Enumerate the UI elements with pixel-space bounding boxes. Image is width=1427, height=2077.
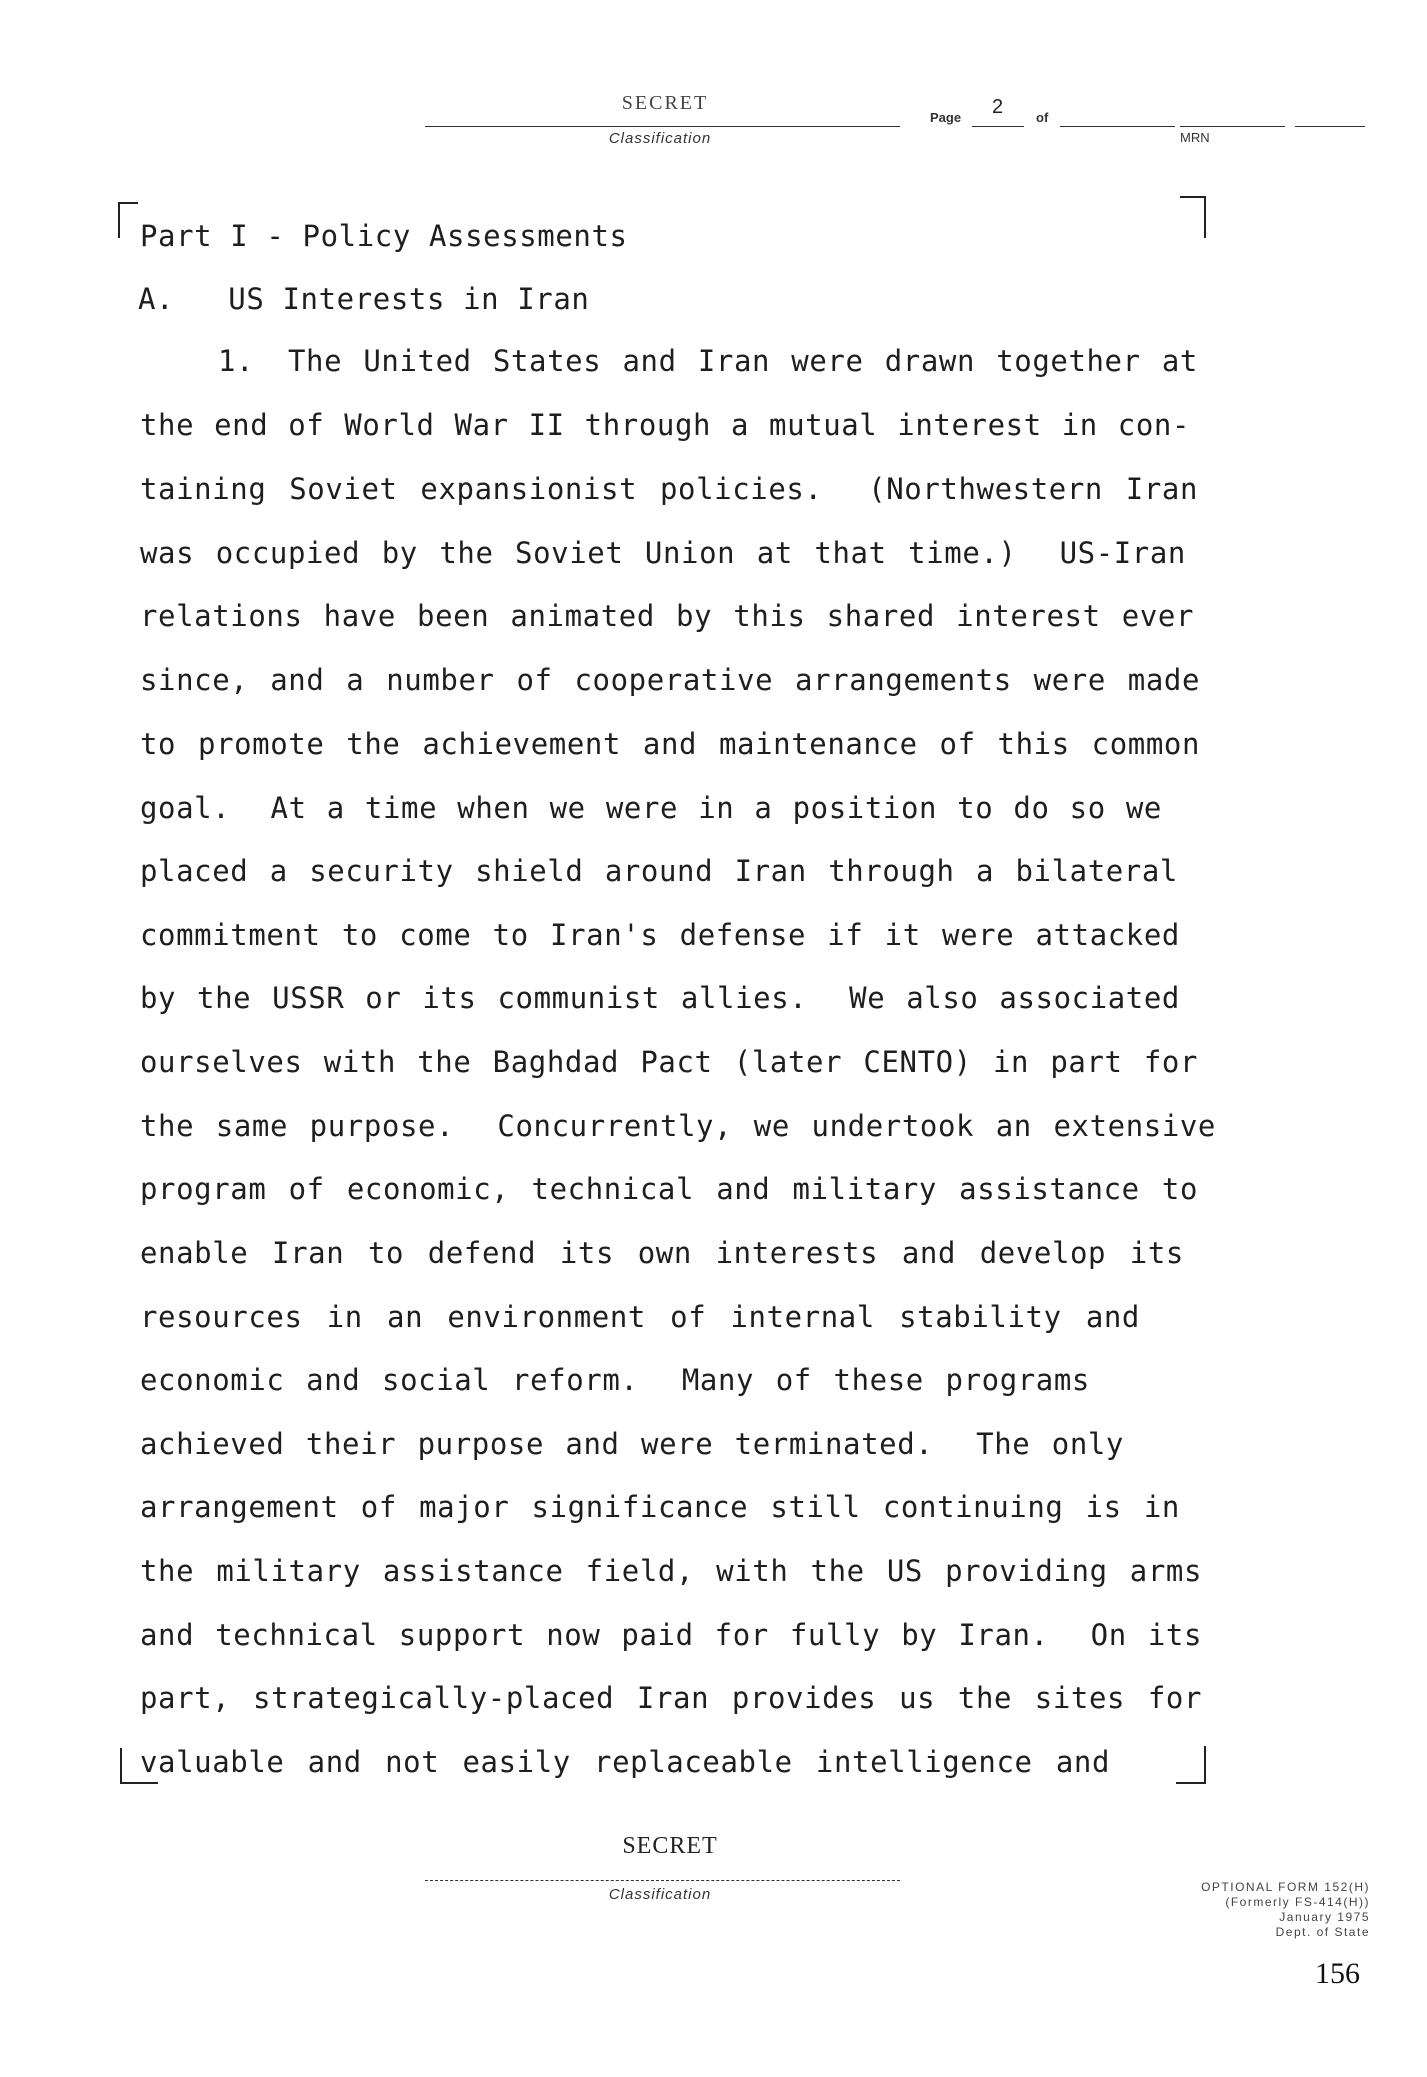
header-classification: SECRET — [621, 92, 709, 114]
footer-form-info — [1090, 1880, 1370, 1940]
text-line: valuable and not easily replaceable intelligence and — [140, 1745, 1110, 1779]
header-mrn-label: MRN — [1180, 130, 1210, 145]
text-line: The United States and Iran were drawn together at — [288, 344, 1198, 378]
text-line: to promote the achievement and maintenance of this common — [140, 727, 1200, 761]
text-line: ourselves with the Baghdad Pact (later CENTO) in part for — [140, 1045, 1198, 1079]
text-line: and technical support now paid for fully by Iran. On its — [140, 1618, 1202, 1652]
text-line: relations have been animated by this shared interest ever — [140, 599, 1194, 633]
bracket-top-left — [118, 202, 138, 238]
header-mrn-extra-rule — [1295, 126, 1365, 127]
text-line: economic and social reform. Many of these programs — [140, 1363, 1090, 1397]
text-line: placed a security shield around Iran through a bilateral — [140, 854, 1178, 888]
header-of-rule — [1060, 126, 1175, 127]
text-line: goal. At a time when we were in a position to do so we — [140, 791, 1162, 825]
form-line: (Formerly FS-414(H)) — [1225, 1895, 1370, 1909]
text-line: part, strategically-placed Iran provides us the sites for — [140, 1681, 1202, 1715]
text-line: the military assistance field, with the US providing arms — [140, 1554, 1202, 1588]
text-line: the same purpose. Concurrently, we undertook an extensive — [140, 1109, 1216, 1143]
form-line: Dept. of State — [1275, 1925, 1370, 1939]
form-line: OPTIONAL FORM 152(H) — [1201, 1880, 1370, 1894]
footer-classification: SECRET — [622, 1833, 718, 1859]
text-line: achieved their purpose and were terminated. The only — [140, 1427, 1124, 1461]
bracket-top-right — [1180, 196, 1206, 238]
text-line: enable Iran to defend its own interests and develop its — [140, 1236, 1184, 1270]
text-line: the end of World War II through a mutual interest in con- — [140, 408, 1190, 442]
section-heading: Part I - Policy Assessments — [140, 219, 628, 253]
header-mrn-rule — [1180, 126, 1285, 127]
footer-classification-label: Classification — [608, 1886, 712, 1903]
subsection-heading: A. US Interests in Iran — [138, 282, 590, 316]
form-line: January 1975 — [1279, 1910, 1370, 1924]
header-classification-label: Classification — [608, 130, 712, 147]
text-line: by the USSR or its communist allies. We also associated — [140, 981, 1180, 1015]
bracket-bottom-right — [1176, 1746, 1206, 1784]
text-line: was occupied by the Soviet Union at that time.) US-Iran — [140, 536, 1186, 570]
handwritten-page-stamp: 156 — [1315, 1957, 1360, 1990]
text-line: taining Soviet expansionist policies. (Northwestern Iran — [140, 472, 1198, 506]
text-line: resources in an environment of internal stability and — [140, 1300, 1140, 1334]
text-line: commitment to come to Iran's defense if it were attacked — [140, 918, 1180, 952]
header-page-label: Page — [930, 110, 962, 125]
paragraph-number: 1. — [218, 344, 255, 378]
header-page-rule — [972, 126, 1024, 127]
footer-classification-rule — [425, 1880, 900, 1881]
header-classification-rule — [425, 126, 900, 127]
header-of-label: of — [1036, 110, 1049, 125]
text-line: since, and a number of cooperative arrangements were made — [140, 663, 1200, 697]
header-page-number: 2 — [992, 96, 1004, 118]
text-line: program of economic, technical and military assistance to — [140, 1172, 1198, 1206]
text-line: arrangement of major significance still continuing is in — [140, 1490, 1180, 1524]
